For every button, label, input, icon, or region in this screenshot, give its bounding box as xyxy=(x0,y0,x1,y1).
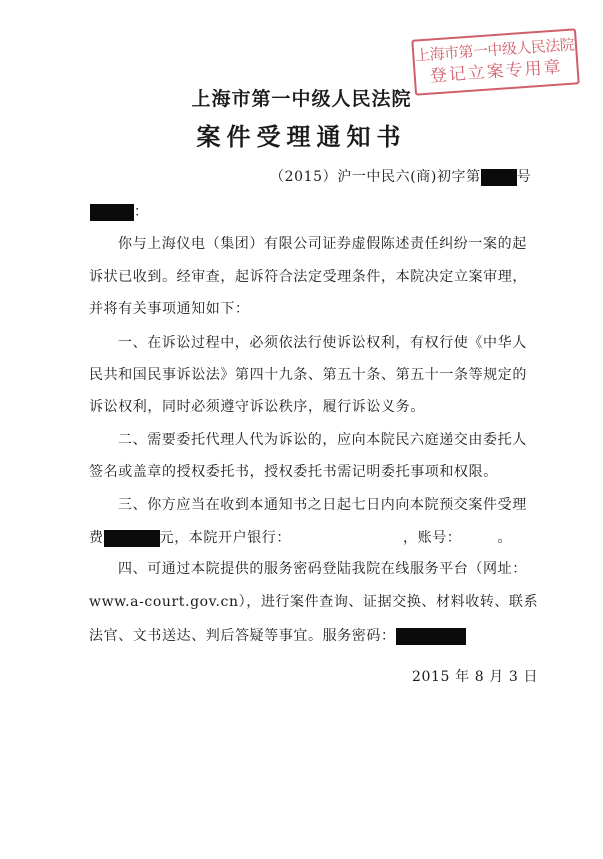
redacted-addressee-name xyxy=(90,204,134,221)
addressee-suffix: ： xyxy=(134,204,149,220)
item2-line-2: 签名或盖章的授权委托书，授权委托书需记明委托事项和权限。 xyxy=(89,464,498,480)
item4-line-2: www.a-court.gov.cn），进行案件查询、证据交换、材料收转、联系 xyxy=(89,594,539,610)
redacted-fee-amount xyxy=(104,530,160,547)
item3-end: 。 xyxy=(497,530,513,546)
intro-line-1: 你与上海仪电（集团）有限公司证券虚假陈述责任纠纷一案的起 xyxy=(118,236,527,252)
addressee xyxy=(90,203,149,221)
service-password-label: 法官、文书送达、判后答疑等事宜。服务密码： xyxy=(89,628,396,644)
fee-prefix: 费 xyxy=(89,530,104,546)
item1-line-2: 民共和国民事诉讼法》第四十九条、第五十条、第五十一条等规定的 xyxy=(89,367,527,383)
item4-line-1: 四、可通过本院提供的服务密码登陆我院在线服务平台（网址： xyxy=(118,561,527,577)
stamp-line-2: 登记立案专用章 xyxy=(429,57,564,87)
court-name: 上海市第一中级人民法院 xyxy=(191,88,412,110)
item1-line-3: 诉讼权利，同时必须遵守诉讼秩序，履行诉讼义务。 xyxy=(89,399,425,415)
redacted-service-password xyxy=(396,628,466,645)
redacted-case-number xyxy=(481,169,517,186)
fee-suffix: 元，本院开户银行： xyxy=(159,530,292,546)
stamp-line-1: 上海市第一中级人民法院 xyxy=(414,35,575,65)
intro-line-3: 并将有关事项通知如下： xyxy=(89,301,250,317)
case-number xyxy=(270,168,531,186)
item4-line-3 xyxy=(89,627,466,645)
document-title: 案件受理通知书 xyxy=(196,123,407,151)
case-number-suffix: 号 xyxy=(516,169,532,185)
account-label: ，账号： xyxy=(403,530,462,546)
item1-line-1: 一、在诉讼过程中，必须依法行使诉讼权利，有权行使《中华人 xyxy=(118,335,527,351)
item3-line-1: 三、你方应当在收到本通知书之日起七日内向本院预交案件受理 xyxy=(118,497,527,513)
case-number-prefix: （2015）沪一中民六(商)初字第 xyxy=(270,169,481,185)
intro-line-2: 诉状已收到。经审查，起诉符合法定受理条件，本院决定立案审理， xyxy=(89,269,527,285)
item3-line-2 xyxy=(89,529,512,547)
item2-line-1: 二、需要委托代理人代为诉讼的，应向本院民六庭递交由委托人 xyxy=(118,432,527,448)
issue-date: 2015 年 8 月 3 日 xyxy=(412,669,539,685)
